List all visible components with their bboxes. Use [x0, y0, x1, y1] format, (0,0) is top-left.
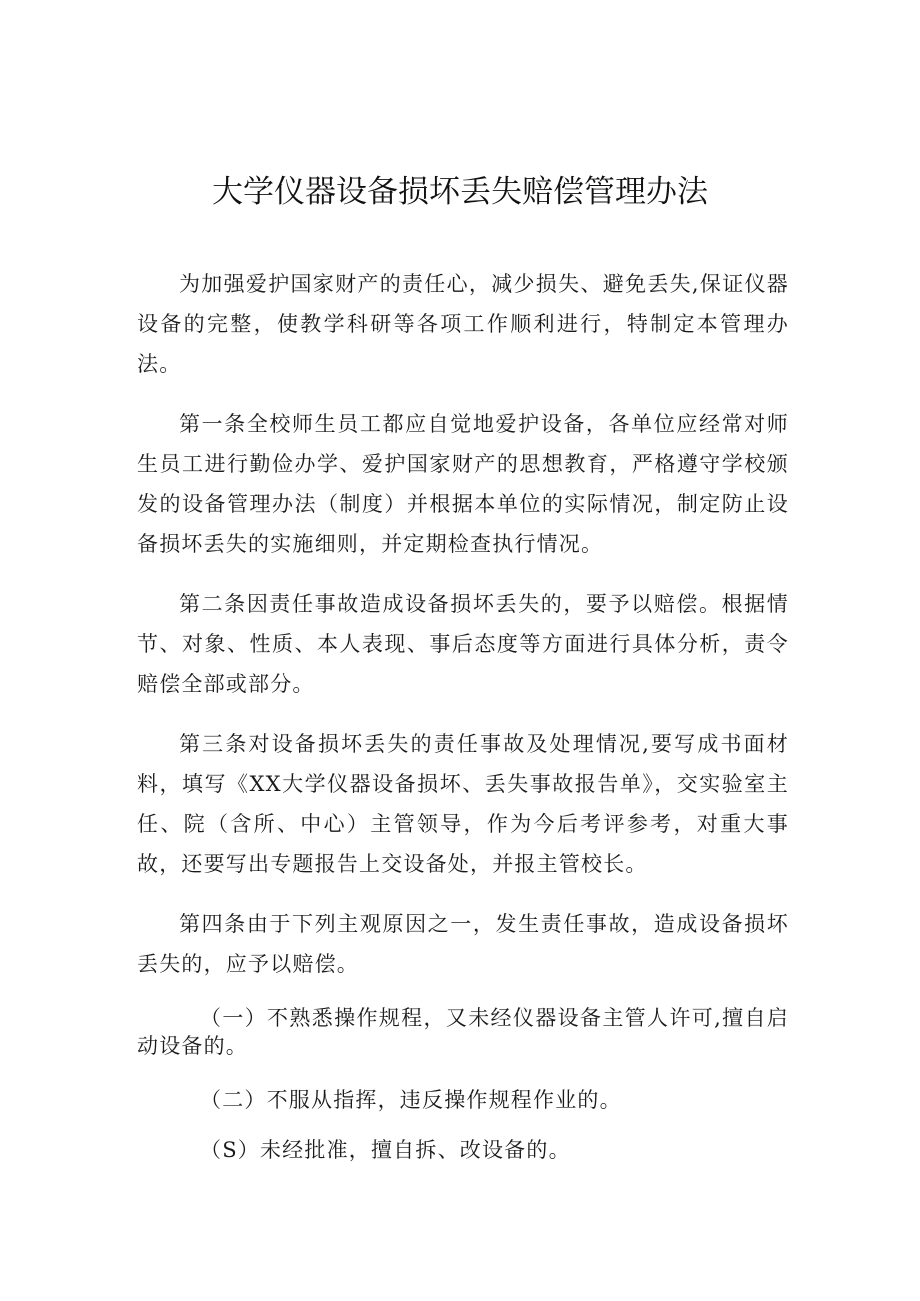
- article-3-paragraph: 第三条对设备损坏丢失的责任事故及处理情况,要写成书面材料，填写《XX大学仪器设备损坏、丢失事故报告单》，交实验室主任、院（含所、中心）主管领导，作为今后考评参考，对重大事故，还要写出专题报告上交设备处，并报主管校长。: [137, 732, 789, 876]
- list-item: （二）不服从指挥，违反操作规程作业的。: [200, 1088, 622, 1112]
- document-body: [137, 264, 789, 1186]
- intro-paragraph: 为加强爱护国家财产的责任心，减少损失、避免丢失,保证仪器设备的完整，使教学科研等各项工作顺利进行，特制定本管理办法。: [137, 272, 789, 376]
- article-4-paragraph: 第四条由于下列主观原因之一，发生责任事故，造成设备损坏丢失的，应予以赔偿。: [137, 912, 789, 976]
- list-item: （S）未经批准，擅自拆、改设备的。: [200, 1138, 571, 1162]
- article-1-paragraph: 第一条全校师生员工都应自觉地爱护设备，各单位应经常对师生员工进行勤俭办学、爱护国家财产的思想教育，严格遵守学校颁发的设备管理办法（制度）并根据本单位的实际情况，制定防止设备损坏丢失的实施细则，并定期检查执行情况。: [137, 412, 789, 556]
- document-title: 大学仪器设备损坏丢失赔偿管理办法: [212, 174, 708, 210]
- list-item: （一）不熟悉操作规程，又未经仪器设备主管人许可,擅自启动设备的。: [137, 1006, 789, 1058]
- article-2-paragraph: 第二条因责任事故造成设备损坏丢失的，要予以赔偿。根据情节、对象、性质、本人表现、事后态度等方面进行具体分析，责令赔偿全部或部分。: [137, 592, 789, 696]
